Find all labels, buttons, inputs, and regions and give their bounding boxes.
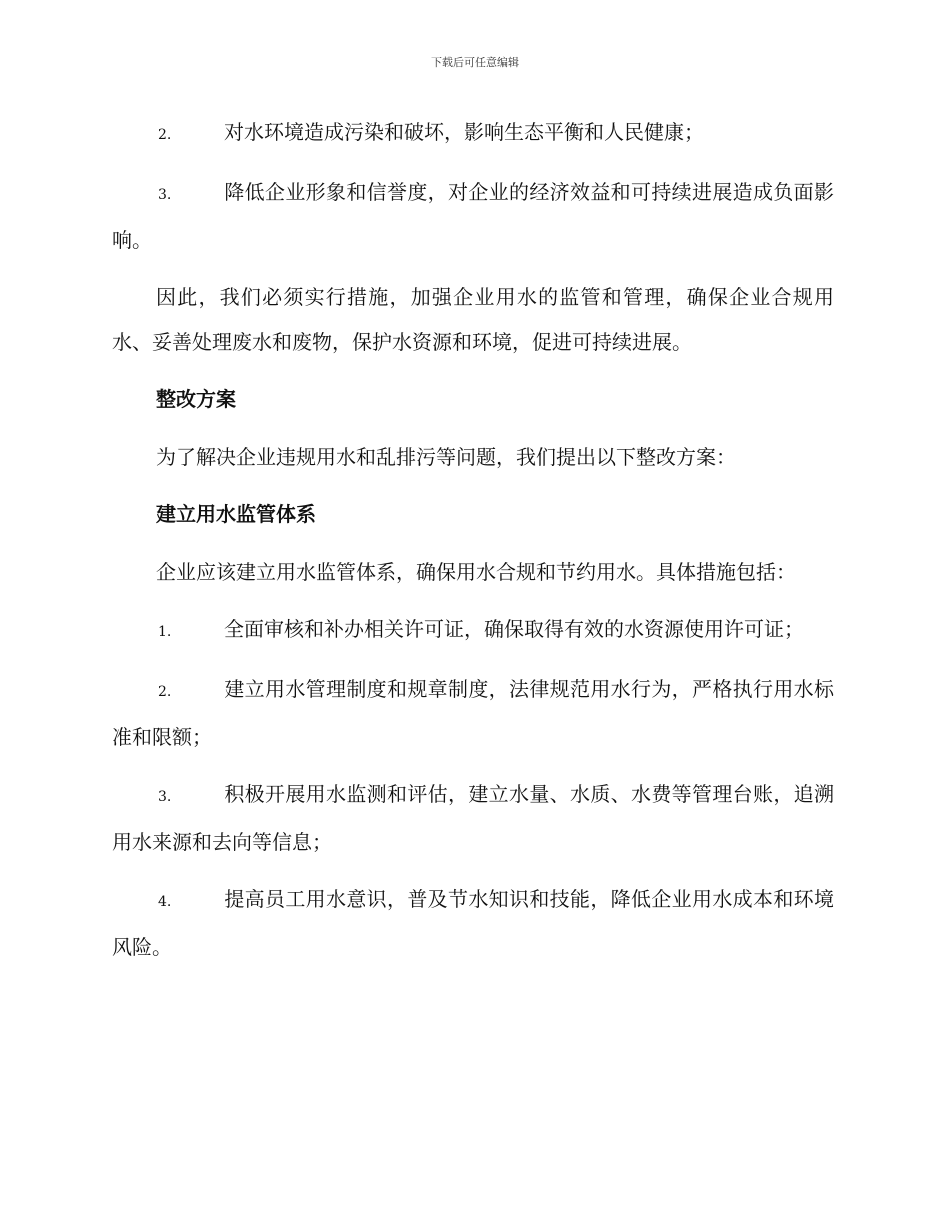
list-text: 积极开展用水监测和评估，建立水量、水质、水费等管理台账，追溯用水来源和去向等信息；	[112, 782, 834, 854]
list-item	[112, 877, 834, 970]
list-item	[112, 772, 834, 865]
list-item	[112, 667, 834, 760]
list-text: 建立用水管理制度和规章制度，法律规范用水行为，严格执行用水标准和限额；	[112, 677, 834, 749]
paragraph: 因此，我们必须实行措施，加强企业用水的监管和管理，确保企业合规用水、妥善处理废水和废物，保护水资源和环境，促进可持续进展。	[112, 285, 834, 354]
list-number: 2.	[158, 684, 172, 700]
list-text: 提高员工用水意识，普及节水知识和技能，降低企业用水成本和环境风险。	[112, 887, 834, 959]
document-body	[112, 110, 834, 982]
list-number: 1.	[158, 624, 172, 640]
list-number: 3.	[158, 187, 172, 203]
paragraph: 企业应该建立用水监管体系，确保用水合规和节约用水。具体措施包括：	[156, 560, 796, 584]
list-text: 全面审核和补办相关许可证，确保取得有效的水资源使用许可证；	[224, 617, 804, 641]
list-item	[112, 607, 834, 655]
list-text: 降低企业形象和信誉度，对企业的经济效益和可持续进展造成负面影响。	[112, 180, 834, 252]
paragraph: 为了解决企业违规用水和乱排污等问题，我们提出以下整改方案：	[156, 445, 736, 469]
subsection-heading: 建立用水监管体系	[156, 502, 316, 526]
page-header-note: 下载后可任意编辑	[431, 56, 519, 69]
section-heading: 整改方案	[156, 387, 236, 411]
list-number: 4.	[158, 894, 172, 910]
list-number: 2.	[158, 127, 172, 143]
list-item	[112, 170, 834, 263]
list-text: 对水环境造成污染和破坏，影响生态平衡和人民健康；	[224, 120, 704, 144]
list-item	[112, 110, 834, 158]
list-number: 3.	[158, 789, 172, 805]
